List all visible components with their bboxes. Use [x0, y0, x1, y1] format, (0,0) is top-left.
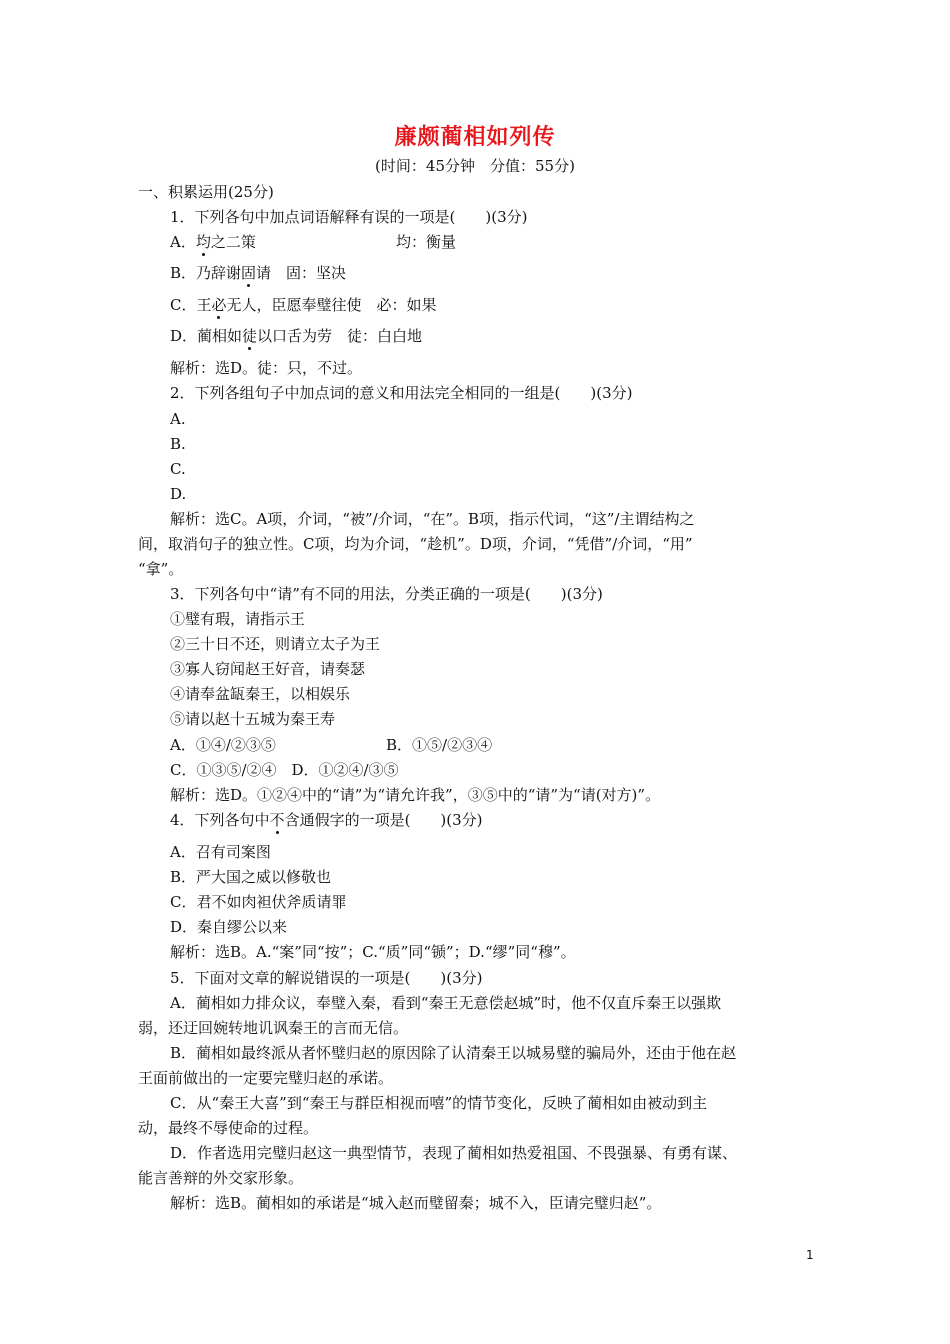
q1-option-b: B．乃辞谢固请 固：坚决: [170, 264, 347, 282]
q5-stem: 5．下面对文章的解说错误的一项是( )(3分): [170, 969, 483, 987]
q2-analysis-line3: “拿”。: [138, 560, 184, 578]
section-heading: 一、积累运用(25分): [138, 183, 274, 201]
q4-option-c: C．君不如肉袒伏斧质请罪: [170, 893, 347, 911]
q5-option-c-line2: 动，最终不辱使命的过程。: [138, 1119, 319, 1137]
dotted-char: 均: [195, 233, 211, 251]
q5-option-a-line2: 弱，还迂回婉转地讥讽秦王的言而无信。: [138, 1019, 409, 1037]
q3-sentence-3: ③寡人窃闻赵王好音，请奏瑟: [170, 660, 366, 678]
q4-option-d: D．秦自缪公以来: [170, 918, 288, 936]
q5-option-c-line1: C．从“秦王大喜”到“秦王与群臣相视而嘻”的情节变化，反映了蔺相如由被动到主: [170, 1094, 708, 1112]
dotted-char: 不: [269, 811, 285, 829]
q2-option-b: B.: [170, 435, 186, 453]
dotted-char: 固: [241, 264, 257, 282]
q5-option-b-line2: 王面前做出的一定要完璧归赵的承诺。: [138, 1069, 394, 1087]
dotted-char: 必: [211, 296, 227, 314]
dotted-char: 徒: [242, 327, 258, 345]
q2-analysis-line2: 间，取消句子的独立性。C项，均为介词，“趁机”。D项，介词，“凭借”/介词，“用”: [138, 535, 693, 553]
page-title: 廉颇蔺相如列传: [394, 124, 556, 150]
time-score-info: (时间：45分钟 分值：55分): [375, 157, 575, 175]
q1-option-c: C．王必无人，臣愿奉璧往使 必：如果: [170, 296, 437, 314]
q3-option-b: B．①⑤/②③④: [386, 736, 493, 754]
q1-analysis: 解析：选D。徒：只，不过。: [170, 359, 363, 377]
q3-options-cd: C．①③⑤/②④ D．①②④/③⑤: [170, 761, 399, 779]
q2-option-a: A.: [170, 410, 186, 428]
q5-option-d-line1: D．作者选用完璧归赵这一典型情节，表现了蔺相如热爱祖国、不畏强暴、有勇有谋、: [170, 1144, 738, 1162]
q1-option-a-note: 均：衡量: [396, 233, 457, 251]
q5-option-a-line1: A．蔺相如力排众议，奉璧入秦，看到“秦王无意偿赵城”时，他不仅直斥秦王以强欺: [170, 994, 722, 1012]
q5-analysis: 解析：选B。蔺相如的承诺是“城入赵而璧留秦；城不入，臣请完璧归赵”。: [170, 1194, 662, 1212]
q2-analysis-line1: 解析：选C。A项，介词，“被”/介词，“在”。B项，指示代词，“这”/主谓结构之: [170, 510, 695, 528]
q3-sentence-1: ①璧有瑕，请指示王: [170, 610, 306, 628]
q5-option-d-line2: 能言善辩的外交家形象。: [138, 1169, 304, 1187]
q1-option-d: D．蔺相如徒以口舌为劳 徒：白白地: [170, 327, 423, 345]
q3-options-ab: [170, 735, 846, 755]
q3-stem: 3．下列各句中“请”有不同的用法，分类正确的一项是( )(3分): [170, 585, 603, 603]
q4-analysis: 解析：选B。A.“案”同“按”；C.“质”同“锧”；D.“缪”同“穆”。: [170, 943, 576, 961]
q3-sentence-4: ④请奉盆缻秦王，以相娱乐: [170, 685, 351, 703]
q2-stem: 2．下列各组句子中加点词的意义和用法完全相同的一组是( )(3分): [170, 384, 633, 402]
q3-sentence-5: ⑤请以赵十五城为秦王寿: [170, 710, 336, 728]
q3-option-a: A．①④/②③⑤: [170, 736, 276, 754]
q3-sentence-2: ②三十日不还，则请立太子为王: [170, 635, 381, 653]
q2-option-d: D.: [170, 485, 187, 503]
q4-option-b: B．严大国之威以修敬也: [170, 868, 332, 886]
q1-option-a: A．均之二策 均：衡量: [170, 233, 457, 251]
q5-option-b-line1: B．蔺相如最终派从者怀璧归赵的原因除了认清秦王以城易璧的骗局外，还由于他在赵: [170, 1044, 737, 1062]
q2-option-c: C.: [170, 460, 186, 478]
page-number: 1: [806, 1248, 814, 1262]
q4-option-a: A．召有司案图: [170, 843, 271, 861]
q4-stem: 4．下列各句中不含通假字的一项是( )(3分): [170, 811, 483, 829]
q1-stem: 1．下列各句中加点词语解释有误的一项是( )(3分): [170, 208, 528, 226]
q3-analysis: 解析：选D。①②④中的“请”为“请允许我”，③⑤中的“请”为“请(对方)”。: [170, 786, 661, 804]
